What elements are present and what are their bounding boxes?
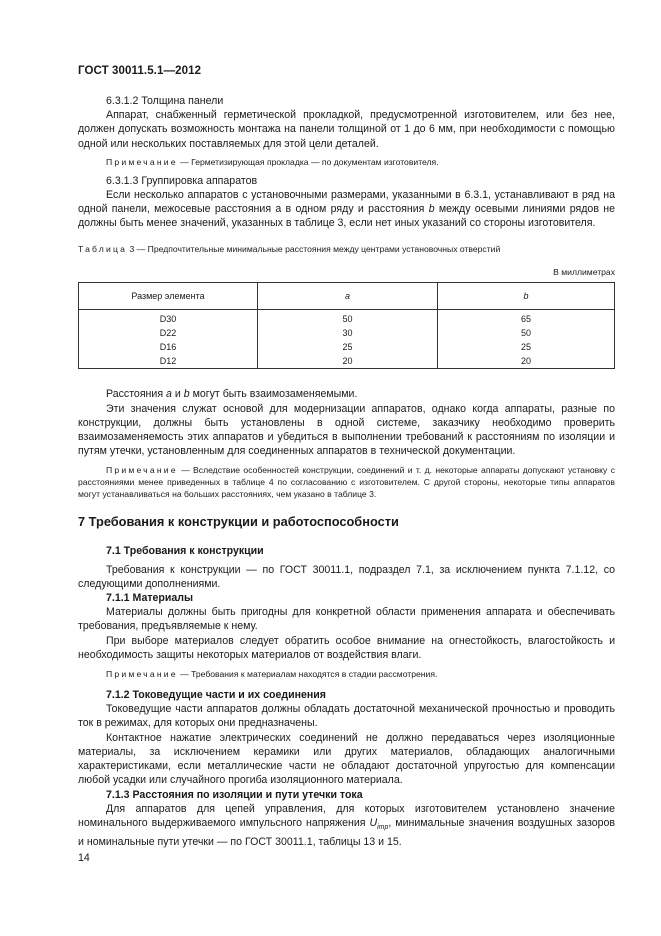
section-7-title: 7 Требования к конструкции и работоспособности <box>78 514 399 530</box>
clause-7-1-1-text-1: Материалы должны быть пригодны для конкретной области применения аппарата и обеспечивать требования, предъявляемые к нему. <box>78 606 615 633</box>
note-label: Примечание <box>106 156 178 167</box>
table-cell: D16 <box>79 340 258 354</box>
clause-7-1-2-text-1: Токоведущие части аппаратов должны обладать достаточной механической прочностью и проводить ток в режимах, для которых они предназначены. <box>78 703 615 730</box>
clause-6-3-1-3-heading: 6.3.1.3 Группировка аппаратов <box>106 174 258 187</box>
header-a: a <box>258 282 438 309</box>
note-materials <box>78 668 615 680</box>
interchangeable-text: Расстояния a и b могут быть взаимозаменяемыми. <box>106 388 358 401</box>
clause-7-1-3-text: Для аппаратов для цепей управления, для которых изготовителем установлено значение номинального выдерживаемого импульсного напряжения $U_{imp}$, минимальные значения воздушных зазоров и номинальные пути утечки — по ГОСТ 30011.1, таблицы 13 и 15. <box>78 802 615 849</box>
note-text: — Вследствие особенностей конструкции, соединений и т. д. некоторые аппараты допускают установку с расстояниями менее приведенных в таблице 4 по согласованию с изготовителем. С другой стороны, некоторые типы аппаратов могут устанавливаться на больших расстояниях, чем указано в таблице 3. <box>78 465 615 500</box>
clause-7-1-1-title: 7.1.1 Материалы <box>106 592 194 605</box>
table-cell: 20 <box>258 354 438 369</box>
table-units: В миллиметрах <box>553 266 615 277</box>
modernization-text: Эти значения служат основой для модернизации аппаратов, однако когда аппараты, разные по конструкции, должны быть установлены в одной системе, заказчику необходимо проверить взаимозаменяемость этих аппаратов и убедиться в выполнении требований к расстояниям по изоляции и путям утечки, установленным для соединенных аппаратов в технической документации. <box>78 402 615 458</box>
table-row <box>79 326 615 340</box>
table-cell: 25 <box>438 340 615 354</box>
clause-6-3-1-3-text: Если несколько аппаратов с установочными размерами, указанными в 6.3.1, устанавливают в ряд на одной панели, межосевые расстояния a в одном ряду и расстояния b между осевыми линиями рядов не должны быть менее значений, указанных в таблице 3, если нет иных указаний со стороны изготовителя. <box>78 189 615 230</box>
table-cell: 20 <box>438 354 615 369</box>
header-element-size: Размер элемента <box>79 282 258 309</box>
clause-7-1-text: Требования к конструкции — по ГОСТ 30011.1, подраздел 7.1, за исключением пункта 7.1.12, со следующими дополнениями. <box>78 563 615 590</box>
table-row <box>79 309 615 326</box>
note-text: — Герметизирующая прокладка — по документам изготовителя. <box>177 156 439 167</box>
table-header-row <box>79 282 615 309</box>
page-number: 14 <box>78 852 90 864</box>
table-row <box>79 340 615 354</box>
clause-7-1-1-text-2: При выборе материалов следует обратить особое внимание на огнестойкость, влагостойкость и необходимость защиты некоторых материалов от воздействия влаги. <box>78 634 615 661</box>
table-cell: D22 <box>79 326 258 340</box>
table-3 <box>78 282 615 370</box>
clause-7-1-2-title: 7.1.2 Токоведущие части и их соединения <box>106 689 326 702</box>
note-label: Примечание <box>106 465 178 476</box>
table-row <box>79 354 615 369</box>
clause-6-3-1-2-text: Аппарат, снабженный герметической прокладкой, предусмотренной изготовителем, или без нее, должен допускать возможность монтажа на панели толщиной от 1 до 6 мм, при необходимости с помощью одной или нескольких поставляемых для этой цели деталей. <box>78 109 615 150</box>
note-6-3-1-2 <box>78 156 615 168</box>
clause-7-1-title: 7.1 Требования к конструкции <box>106 545 264 558</box>
page-header: ГОСТ 30011.5.1—2012 <box>78 65 202 77</box>
note-table-distances <box>78 464 615 500</box>
table-cell: D12 <box>79 354 258 369</box>
table-cell: 50 <box>438 326 615 340</box>
note-text: — Требования к материалам находятся в стадии рассмотрения. <box>177 669 438 680</box>
table-caption-text: 3 — Предпочтительные минимальные расстояния между центрами установочных отверстий <box>127 243 501 254</box>
table-3-caption <box>78 243 615 255</box>
clause-6-3-1-2-heading: 6.3.1.2 Толщина панели <box>106 95 224 107</box>
clause-7-1-3-title: 7.1.3 Расстояния по изоляции и пути утечки тока <box>106 788 363 801</box>
page-content <box>78 94 615 849</box>
table-cell: 25 <box>258 340 438 354</box>
table-cell: 65 <box>438 309 615 326</box>
note-label: Примечание <box>106 669 178 680</box>
header-b: b <box>438 282 615 309</box>
table-cell: D30 <box>79 309 258 326</box>
clause-7-1-2-text-2: Контактное нажатие электрических соединений не должно передаваться через изоляционные материалы, за исключением керамики или других материалов, обладающих аналогичными характеристиками, если металлические части не обладают достаточной упругостью для компенсации любой усадки или случайного прогиба изоляционного материала. <box>78 731 615 787</box>
table-cell: 50 <box>258 309 438 326</box>
table-cell: 30 <box>258 326 438 340</box>
table-label: Таблица <box>78 243 128 254</box>
